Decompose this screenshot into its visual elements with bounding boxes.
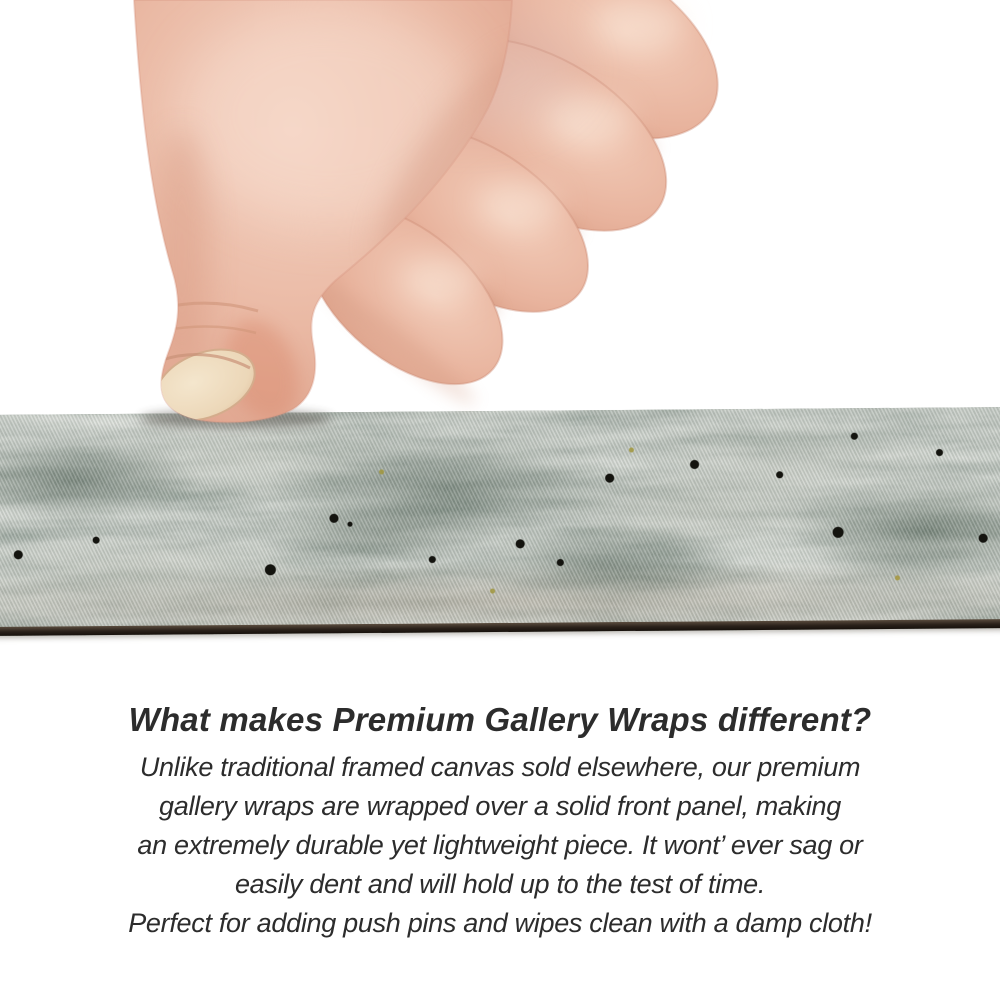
body-line-2: gallery wraps are wrapped over a solid front panel, making: [159, 791, 841, 821]
thumb: [134, 0, 571, 434]
body-line-1: Unlike traditional framed canvas sold elsewhere, our premium: [139, 752, 861, 782]
headline: What makes Premium Gallery Wraps different?: [128, 701, 872, 738]
palm-inner-shadow: [353, 29, 571, 290]
canvas-strip: [0, 407, 1000, 636]
thumb-crease-2: [160, 326, 256, 333]
body-line-4: easily dent and will hold up to the test of time.: [234, 869, 766, 899]
body-line-3: an extremely durable yet lightweight piece. It wont’ ever sag or: [137, 830, 863, 860]
nail-cuticle: [162, 355, 250, 368]
caption-block: [0, 701, 1000, 943]
thumb-crease-1: [162, 303, 258, 311]
body-line-5: Perfect for adding push pins and wipes clean with a damp cloth!: [128, 908, 872, 938]
fist-fingers: [275, 0, 751, 419]
canvas-speckles: [0, 407, 1000, 636]
